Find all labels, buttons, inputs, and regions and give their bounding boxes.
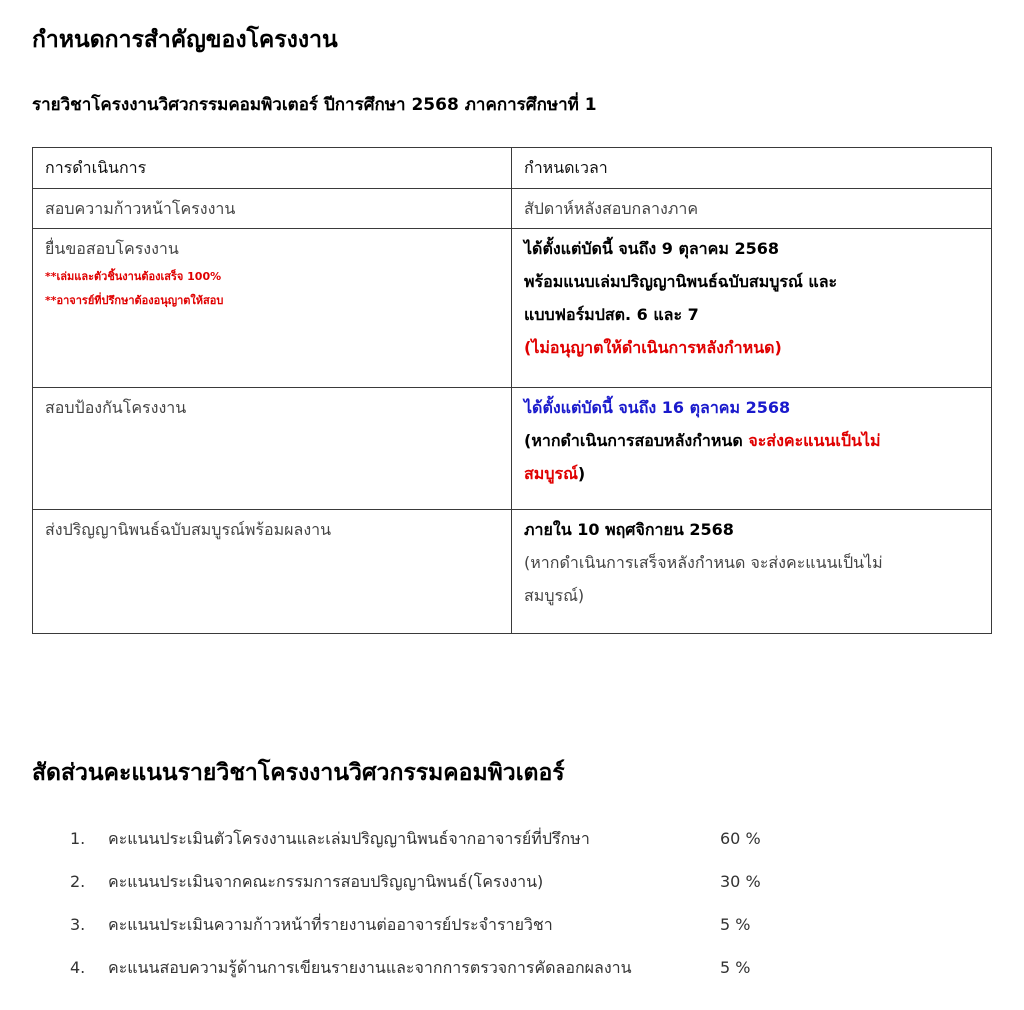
table-row xyxy=(33,510,992,634)
deadline-final-submission xyxy=(512,510,992,634)
item-percent: 5 % xyxy=(720,915,751,934)
list-item xyxy=(0,820,1024,863)
note-advisor-permission: **อาจารย์ที่ปรึกษาต้องอนุญาตให้สอบ xyxy=(45,294,224,307)
deadline-defense-exam xyxy=(512,388,992,510)
item-text: คะแนนประเมินความก้าวหน้าที่รายงานต่ออาจารย์ประจำรายวิชา xyxy=(108,915,553,934)
scoring-list xyxy=(0,820,1024,992)
deadline-defense-note-prefix: (หากดำเนินการสอบหลังกำหนด xyxy=(524,431,749,450)
header-activity: การดำเนินการ xyxy=(33,148,512,189)
page-title: กำหนดการสำคัญของโครงงาน xyxy=(32,27,338,53)
list-item xyxy=(0,949,1024,992)
deadline-exam-request xyxy=(512,229,992,388)
item-number: 2. xyxy=(70,872,86,891)
activity-exam-request xyxy=(33,229,512,388)
activity-final-submission: ส่งปริญญานิพนธ์ฉบับสมบูรณ์พร้อมผลงาน xyxy=(33,510,512,634)
deadline-exam-request-warning: (ไม่อนุญาตให้ดำเนินการหลังกำหนด) xyxy=(524,338,782,357)
deadline-exam-request-attach: พร้อมแนบเล่มปริญญานิพนธ์ฉบับสมบูรณ์ และ xyxy=(524,272,838,291)
deadline-defense-note-red1: จะส่งคะแนนเป็นไม่ xyxy=(748,431,881,450)
table-row xyxy=(33,189,992,229)
note-complete-100: **เล่มและตัวชิ้นงานต้องเสร็จ 100% xyxy=(45,270,222,283)
list-item xyxy=(0,906,1024,949)
activity-defense-exam: สอบป้องกันโครงงาน xyxy=(33,388,512,510)
table-row xyxy=(33,229,992,388)
activity-progress-exam: สอบความก้าวหน้าโครงงาน xyxy=(33,189,512,229)
activity-exam-request-label: ยื่นขอสอบโครงงาน xyxy=(45,239,179,258)
item-text: คะแนนประเมินตัวโครงงานและเล่มปริญญานิพนธ์จากอาจารย์ที่ปรึกษา xyxy=(108,829,590,848)
deadline-progress-exam: สัปดาห์หลังสอบกลางภาค xyxy=(512,189,992,229)
deadline-defense-note-suffix: ) xyxy=(577,464,586,483)
deadline-defense-note-red2: สมบูรณ์ xyxy=(524,464,578,483)
item-text: คะแนนสอบความรู้ด้านการเขียนรายงานและจากการตรวจการคัดลอกผลงาน xyxy=(108,958,632,977)
item-text: คะแนนประเมินจากคณะกรรมการสอบปริญญานิพนธ์(โครงงาน) xyxy=(108,872,544,891)
deadline-exam-request-forms: แบบฟอร์มปสต. 6 และ 7 xyxy=(524,305,699,324)
page-subtitle: รายวิชาโครงงานวิศวกรรมคอมพิวเตอร์ ปีการศึกษา 2568 ภาคการศึกษาที่ 1 xyxy=(32,95,597,115)
deadline-final-note-line2: สมบูรณ์) xyxy=(524,586,585,605)
item-number: 1. xyxy=(70,829,86,848)
deadline-final-note-line1: (หากดำเนินการเสร็จหลังกำหนด จะส่งคะแนนเป็นไม่ xyxy=(524,553,883,572)
list-item xyxy=(0,863,1024,906)
deadline-defense-note-line1 xyxy=(524,424,979,457)
deadline-defense-date: ได้ตั้งแต่บัดนี้ จนถึง 16 ตุลาคม 2568 xyxy=(524,398,791,417)
item-percent: 5 % xyxy=(720,958,751,977)
schedule-table xyxy=(32,147,992,634)
deadline-defense-note-line2 xyxy=(524,457,979,490)
deadline-final-date: ภายใน 10 พฤศจิกายน 2568 xyxy=(524,520,734,539)
table-header-row xyxy=(33,148,992,189)
item-percent: 60 % xyxy=(720,829,761,848)
deadline-exam-request-date: ได้ตั้งแต่บัดนี้ จนถึง 9 ตุลาคม 2568 xyxy=(524,239,780,258)
table-row xyxy=(33,388,992,510)
header-deadline: กำหนดเวลา xyxy=(512,148,992,189)
scoring-title: สัดส่วนคะแนนรายวิชาโครงงานวิศวกรรมคอมพิวเตอร์ xyxy=(32,760,565,786)
item-number: 3. xyxy=(70,915,86,934)
item-percent: 30 % xyxy=(720,872,761,891)
item-number: 4. xyxy=(70,958,86,977)
